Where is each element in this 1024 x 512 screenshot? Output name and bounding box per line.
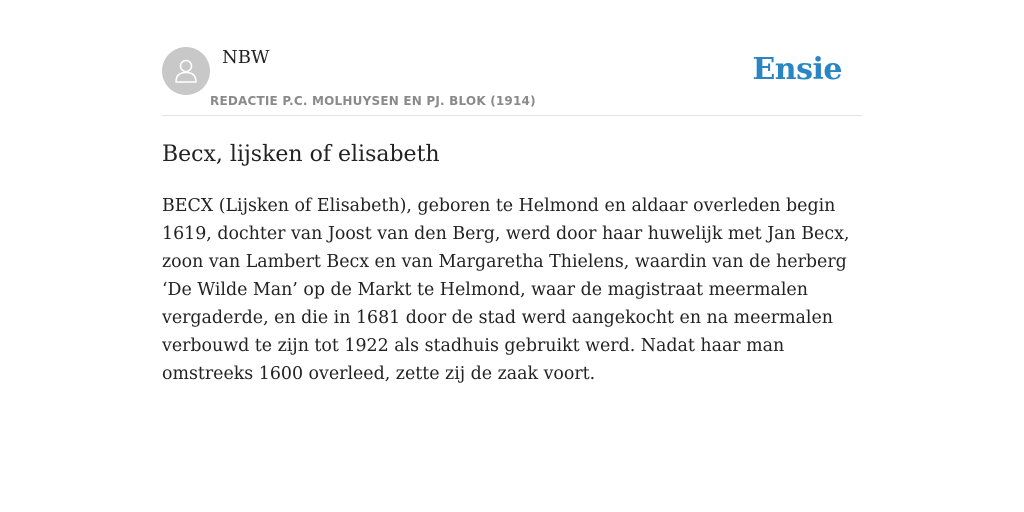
- article-body: BECX (Lijsken of Elisabeth), geboren te Helmond en aldaar overleden begin 1619, dochter van Joost van den Berg, werd door haar huwelijk met Jan Becx, zoon van Lambert Becx en van Margaretha Thielens, waardin van de herberg ‘De Wilde Man’ op de Markt te Helmond, waar de magistraat meermalen vergaderde, en die in 1681 door de stad werd aangekocht en na meermalen verbouwd te zijn tot 1922 als stadhuis gebruikt werd. Nadat haar man omstreeks 1600 overleed, zette zij de zaak voort.: [162, 196, 850, 384]
- article-card: [162, 0, 862, 384]
- article-header: [162, 0, 862, 116]
- source-subtitle: REDACTIE P.C. MOLHUYSEN EN PJ. BLOK (1914): [210, 94, 536, 108]
- author-name[interactable]: NBW: [222, 47, 270, 68]
- user-icon: [171, 56, 201, 86]
- avatar[interactable]: [162, 47, 210, 95]
- brand-logo[interactable]: Ensie: [752, 52, 842, 87]
- page-title: Becx, lijsken of elisabeth: [162, 142, 440, 167]
